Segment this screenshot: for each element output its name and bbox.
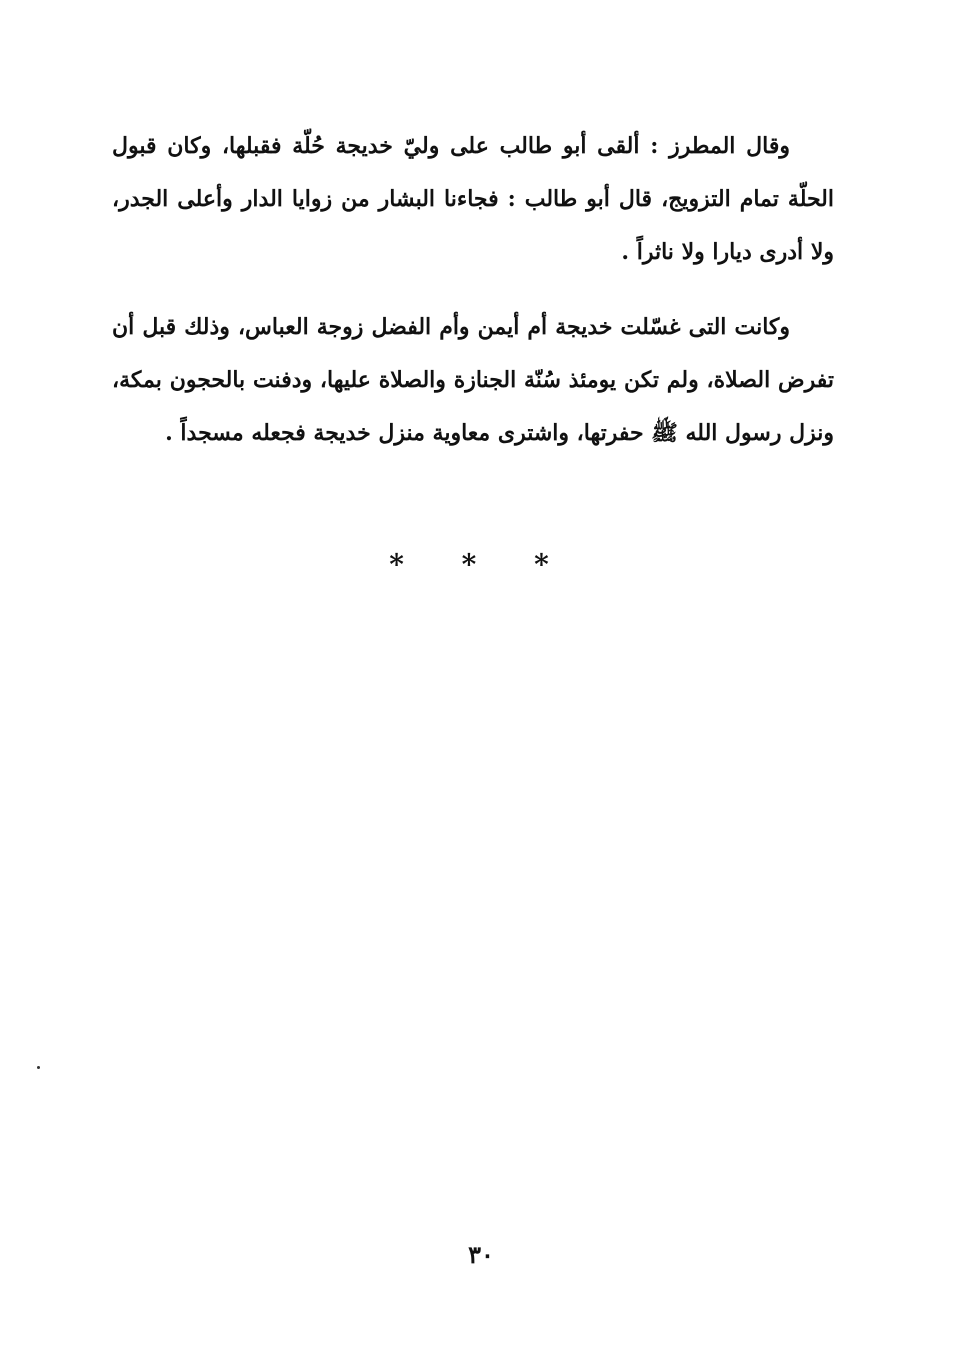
page-number: ٣٠	[468, 1240, 494, 1269]
body-text	[112, 120, 834, 482]
scan-speck	[37, 1066, 40, 1069]
section-separator: * * *	[389, 548, 573, 581]
paragraph: وكانت التى غسّلت خديجة أم أيمن وأم الفضل زوجة العباس، وذلك قبل أن تفرض الصلاة، ولم تكن يومئذ سُنّة الجنازة والصلاة عليها، ودفنت بالحجون بمكة، ونزل رسول الله ﷺ حفرتها، واشترى معاوية منزل خديجة فجعله مسجداً .	[112, 314, 834, 446]
paragraph: وقال المطرز : ألقى أبو طالب على وليّ خديجة حُلّة فقبلها، وكان قبول الحلّة تمام التزويج، قال أبو طالب : فجاءنا البشار من زوايا الدار وأعلى الجدر، ولا أدرى ديارا ولا ناثراً .	[112, 133, 834, 265]
